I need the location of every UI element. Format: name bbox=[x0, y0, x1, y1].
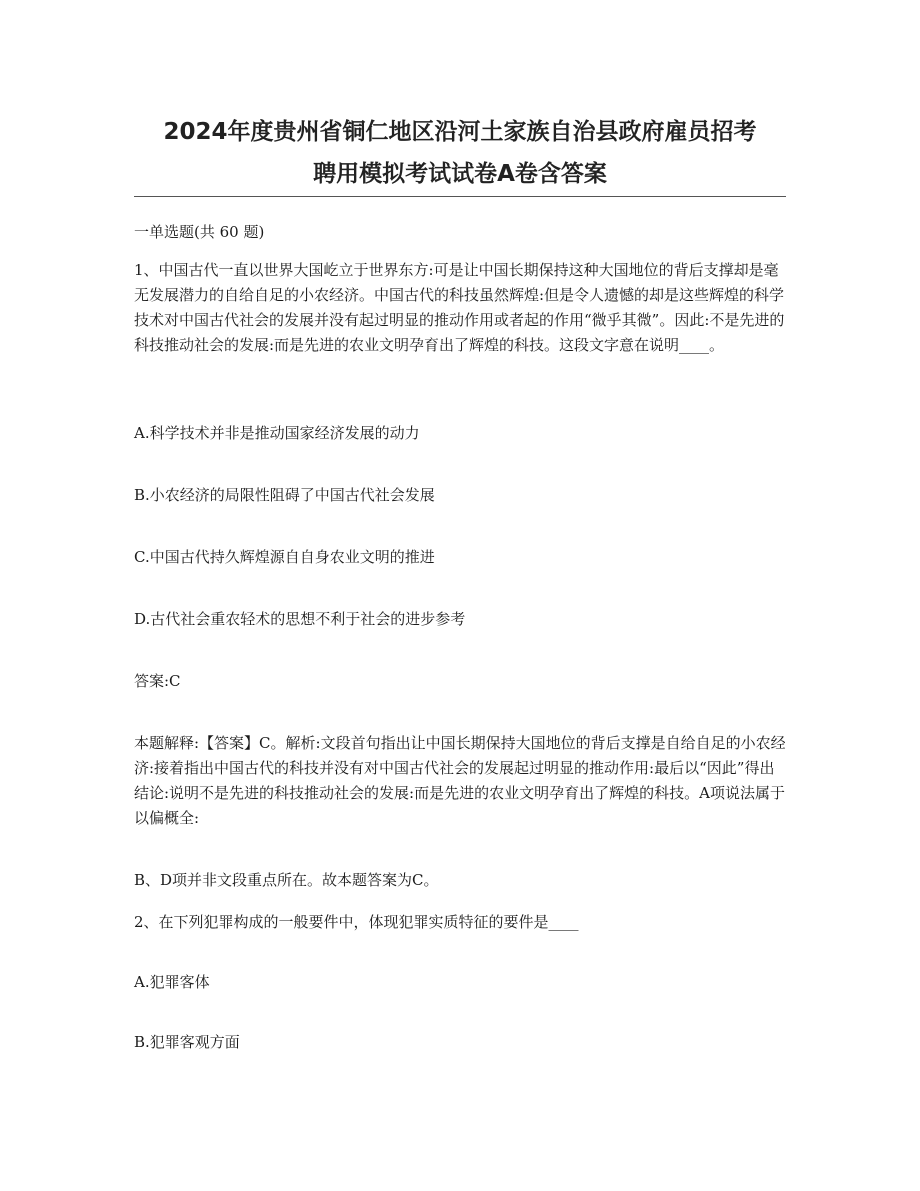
question-1-option-a: A.科学技术并非是推动国家经济发展的动力 bbox=[134, 424, 420, 442]
question-1-explanation: 本题解释:【答案】C。解析:文段首句指出让中国长期保持大国地位的背后支撑是自给自足的小农经济:接着指出中国古代的科技并没有对中国古代社会的发展起过明显的推动作用:最后以“因此”得出结论:说明不是先进的科技推动社会的发展:而是先进的农业文明孕育出了辉煌的科技。A项说法属于以偏概全: bbox=[134, 734, 786, 827]
question-1-explanation-cont: B、D项并非文段重点所在。故本题答案为C。 bbox=[134, 871, 439, 889]
question-2-stem: 2、在下列犯罪构成的一般要件中，体现犯罪实质特征的要件是____ bbox=[134, 913, 579, 931]
question-2-option-a: A.犯罪客体 bbox=[134, 973, 210, 991]
question-1-stem: 1、中国古代一直以世界大国屹立于世界东方:可是让中国长期保持这种大国地位的背后支撑却是毫无发展潜力的自给自足的小农经济。中国古代的科技虽然辉煌:但是令人遗憾的却是这些辉煌的科学技术对中国古代社会的发展并没有起过明显的推动作用或者起的作用“微乎其微”。因此:不是先进的科技推动社会的发展:而是先进的农业文明孕育出了辉煌的科技。这段文字意在说明____。 bbox=[134, 261, 785, 354]
document-title-line-1: 2024年度贵州省铜仁地区沿河土家族自治县政府雇员招考 bbox=[163, 119, 757, 145]
question-1-option-c: C.中国古代持久辉煌源自自身农业文明的推进 bbox=[134, 548, 435, 566]
title-divider bbox=[134, 196, 786, 197]
question-1-answer: 答案:C bbox=[134, 672, 181, 690]
question-1-option-d: D.古代社会重农轻术的思想不利于社会的进步参考 bbox=[134, 610, 466, 628]
question-2-option-b: B.犯罪客观方面 bbox=[134, 1033, 240, 1051]
section-header: 一单选题(共 60 题) bbox=[134, 223, 265, 241]
question-1-option-b: B.小农经济的局限性阻碍了中国古代社会发展 bbox=[134, 486, 435, 504]
document-title-line-2: 聘用模拟考试试卷A卷含答案 bbox=[313, 161, 607, 187]
